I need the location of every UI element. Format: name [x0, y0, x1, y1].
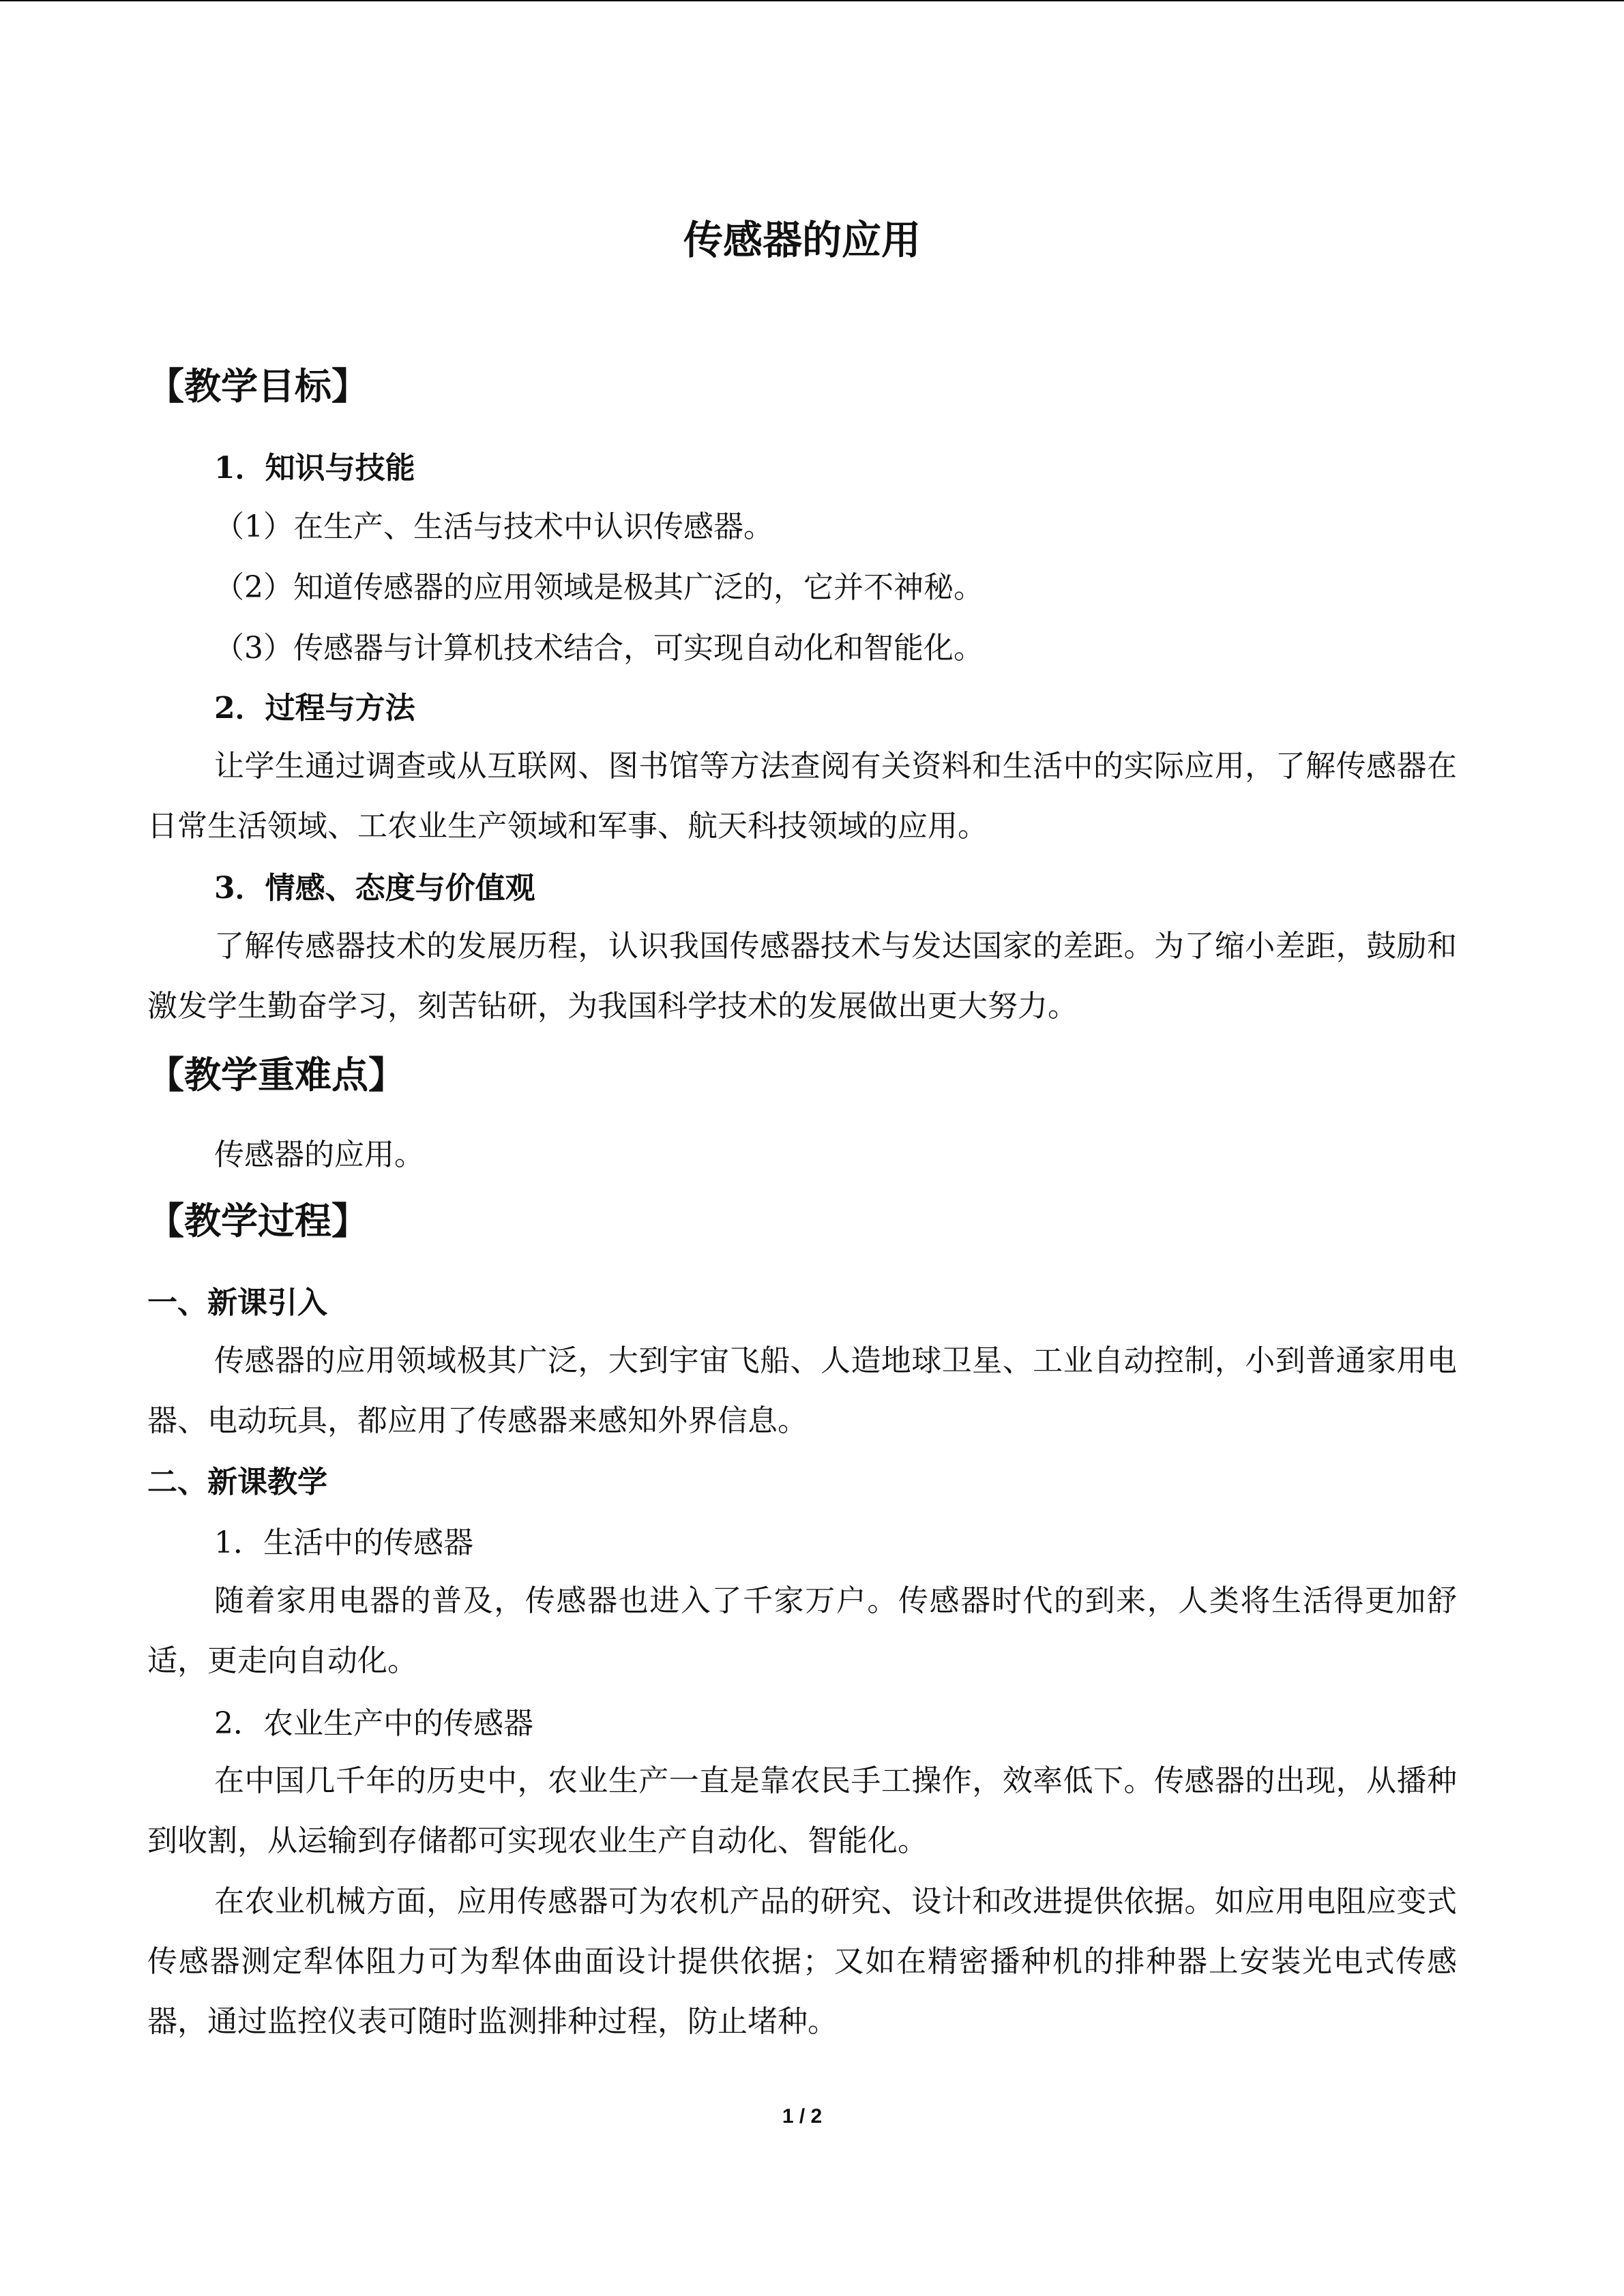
paragraph-agriculture-machinery: 在农业机械方面，应用传感器可为农机产品的研究、设计和改进提供依据。如应用电阻应变式传感器测定犁体阻力可为犁体曲面设计提供依据；又如在精密播种机的排种器上安装光电式传感器，通过监控仪表可随时监测排种过程，防止堵种。 — [147, 1884, 1457, 2039]
objective-item-1: （1）在生产、生活与技术中认识传感器。 — [214, 509, 773, 544]
document-title: 传感器的应用 — [683, 217, 921, 263]
part-heading-introduction: 一、新课引入 — [147, 1285, 327, 1320]
paragraph-sensors-in-life: 随着家用电器的普及，传感器也进入了千家万户。传感器时代的到来，人类将生活得更加舒适，更走向自动化。 — [147, 1583, 1457, 1678]
subheading-sensors-in-life: 1．生活中的传感器 — [214, 1525, 473, 1560]
keypoints-text: 传感器的应用。 — [214, 1137, 424, 1172]
section-heading-keypoints: 【教学重难点】 — [147, 1053, 405, 1097]
subheading-sensors-in-agriculture: 2．农业生产中的传感器 — [214, 1706, 533, 1741]
objective-item-3: （3）传感器与计算机技术结合，可实现自动化和智能化。 — [214, 631, 984, 666]
objective-item-2: （2）知道传感器的应用领域是极其广泛的，它并不神秘。 — [214, 570, 984, 605]
paragraph-process-method: 让学生通过调查或从互联网、图书馆等方法查阅有关资料和生活中的实际应用，了解传感器在日常生活领域、工农业生产领域和军事、航天科技领域的应用。 — [147, 749, 1457, 844]
paragraph-introduction: 传感器的应用领域极其广泛，大到宇宙飞船、人造地球卫星、工业自动控制，小到普通家用电器、电动玩具，都应用了传感器来感知外界信息。 — [147, 1343, 1457, 1438]
subheading-emotion-values: 3．情感、态度与价值观 — [214, 871, 535, 906]
part-heading-new-lesson: 二、新课教学 — [147, 1465, 327, 1500]
section-heading-objectives: 【教学目标】 — [147, 364, 368, 408]
document-page — [147, 0, 1457, 2296]
paragraph-emotion-values: 了解传感器技术的发展历程，认识我国传感器技术与发达国家的差距。为了缩小差距，鼓励和激发学生勤奋学习，刻苦钻研，为我国科学技术的发展做出更大努力。 — [147, 929, 1457, 1024]
paragraph-agriculture-history: 在中国几千年的历史中，农业生产一直是靠农民手工操作，效率低下。传感器的出现，从播种到收割，从运输到存储都可实现农业生产自动化、智能化。 — [147, 1763, 1457, 1858]
subheading-process-method: 2．过程与方法 — [214, 691, 415, 726]
section-heading-process: 【教学过程】 — [147, 1199, 368, 1242]
subheading-knowledge-skills: 1．知识与技能 — [214, 451, 415, 486]
page-number: 1 / 2 — [782, 2105, 823, 2128]
